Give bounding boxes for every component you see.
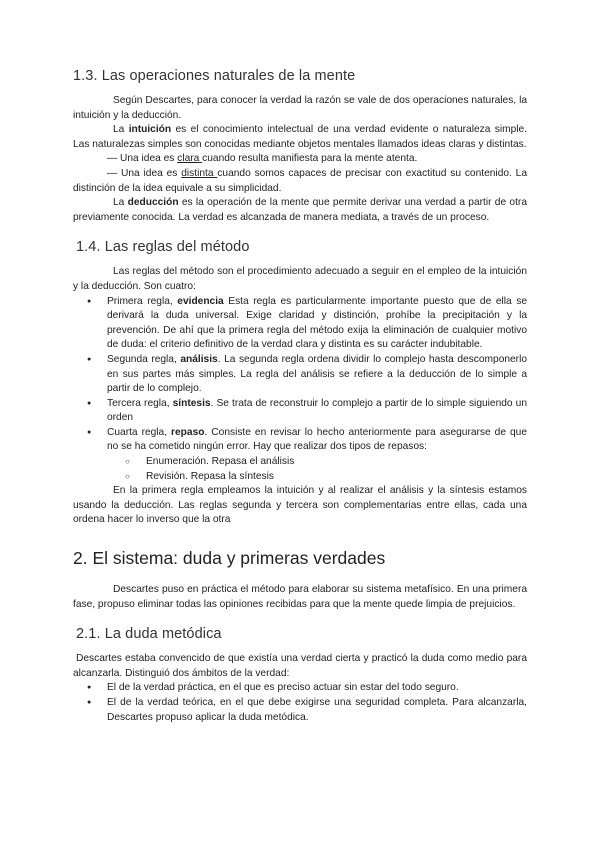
bold-term: síntesis [172,397,211,409]
section-2-1-heading: 2.1. La duda metódica [76,626,222,643]
list-item-rule-2 [73,353,527,397]
bold-term: intuición [128,124,172,136]
section-1-3-heading: 1.3. Las operaciones naturales de la mente [73,68,356,84]
text: es el conocimiento intelectual de una verdad evidente o naturaleza simple. Las naturalezas simples son conocidas mediante objetos mentales llamados ideas claras y distintas. [73,124,527,150]
text: . La segunda regla ordena dividir lo complejo hasta descomponerlo en sus partes más simples. La regla del análisis se refiere a la deducción de lo simple a partir de lo complejo. [107,353,528,395]
text: . Se trata de reconstruir lo complejo a partir de lo simple siguiendo un orden [107,397,527,424]
paragraph-intro [73,265,527,294]
text: Primera regla, [107,295,178,307]
paragraph-intuicion [73,123,527,152]
text: Tercera regla, [107,397,173,409]
text: Las reglas del método son el procedimiento adecuado a seguir en el empleo de la intuición y la deducción. Son cuatro: [73,266,527,292]
sublist-item-revision: ○ Revisión. Repasa la síntesis [73,470,527,485]
bold-term: repaso [171,426,205,438]
text: — Una idea es [107,153,178,165]
bold-term: deducción [127,197,179,209]
paragraph [73,94,527,123]
text: es la operación de la mente que permite derivar una verdad a partir de otra previamente conocida. La verdad es alcanzada de manera mediata, a través de un proceso. [73,197,527,223]
list-item-rule-3 [73,397,527,426]
paragraph [73,652,527,681]
paragraph-deduccion [73,196,527,225]
text: Cuarta regla, [107,426,172,438]
text: La [113,197,128,209]
spacer [73,612,527,626]
section-1-4-heading: 1.4. Las reglas del método [76,239,250,256]
document-content [73,68,527,725]
list-item-rule-1 [73,295,527,353]
underlined-term: distinta [181,167,218,179]
text: — Una idea es [107,167,182,179]
paragraph [73,583,527,612]
text: Segunda regla, [107,353,181,365]
list-item-rule-4 [73,426,527,455]
text: cuando resulta manifiesta para la mente atenta. [202,153,418,165]
bold-term: análisis [180,353,218,365]
bold-term: evidencia [177,295,224,307]
text: Esta regla es particularmente importante puesto que de ella se derivará la duda universal. Exige claridad y distinción, prohíbe la precipitación y la prevención. De ahí que la primera regla del método exija la eliminación de cualquier motivo de duda: el criterio definitivo de la verdad clara y distinta es su carácter indubitable. [107,295,528,351]
paragraph-closing [73,484,527,528]
spacer [73,528,527,548]
paragraph-clara [73,152,527,167]
text: Descartes estaba convencido de que existía una verdad cierta y practicó la duda como medio para alcanzarla. Distinguió dos ámbitos de la verdad: [73,653,527,679]
truth-list [73,681,527,725]
section-2-heading: 2. El sistema: duda y primeras verdades [73,548,386,569]
text: En la primera regla empleamos la intuición y al realizar el análisis y la síntesis estamos usando la deducción. Las reglas segunda y tercera son complementarias entre ellas, cada una ordena hacer lo inverso que la otra [73,485,527,526]
text: La [113,124,129,136]
underlined-term: clara [177,153,203,165]
text: Según Descartes, para conocer la verdad la razón se vale de dos operaciones naturales, la intuición y la deducción. [73,95,527,121]
list-item-practica: ● El de la verdad práctica, en el que es preciso actuar sin estar del todo seguro. [73,681,527,696]
list-item-teorica: ● El de la verdad teórica, en el que debe exigirse una seguridad completa. Para alcanzarla, Descartes propuso aplicar la duda metódica. [73,696,527,725]
spacer [73,225,527,239]
text: . Consiste en revisar lo hecho anteriormente para asegurarse de que no se ha cometido ningún error. Hay que realizar dos tipos de repasos: [107,426,527,453]
rules-list [73,295,527,485]
sublist-item-enumeracion: ○ Enumeración. Repasa el análisis [73,455,527,470]
text: cuando somos capaces de precisar con exactitud su contenido. La distinción de la idea equivale a su simplicidad. [73,167,528,194]
paragraph-distinta [73,167,527,196]
text: Descartes puso en práctica el método para elaborar su sistema metafísico. En una primera fase, propuso eliminar todas las opiniones recibidas para que la mente quede limpia de prejuicios. [73,584,527,610]
